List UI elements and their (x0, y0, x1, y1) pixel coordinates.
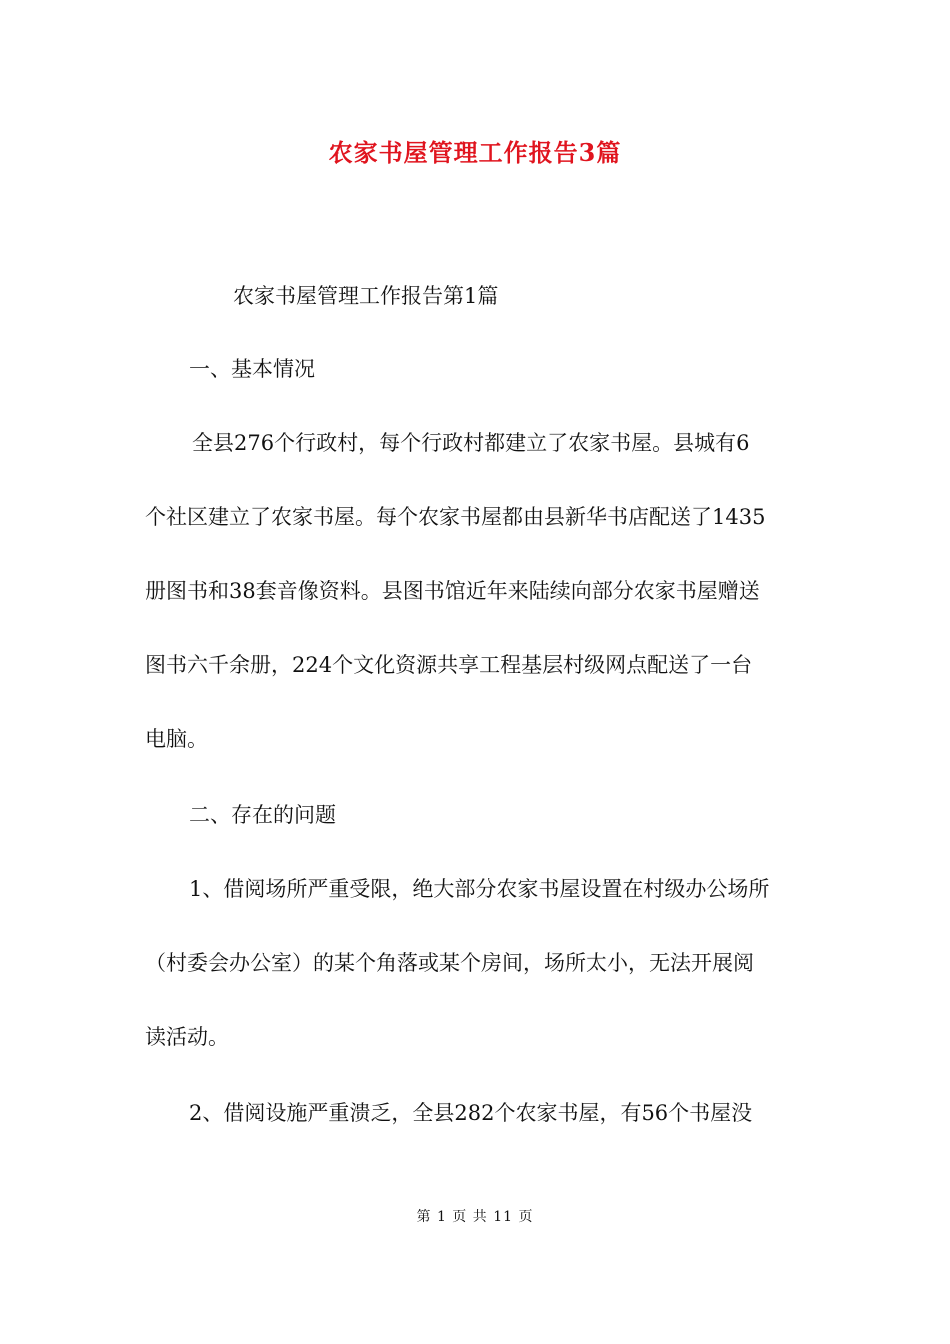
document-title: 农家书屋管理工作报告3篇 (328, 138, 622, 167)
paragraph-line: 读活动。 (145, 1025, 229, 1049)
paragraph-line: 2、借阅设施严重溃乏，全县282个农家书屋，有56个书屋没 (189, 1101, 753, 1125)
paragraph-line: 电脑。 (145, 727, 208, 751)
paragraph-line: 个社区建立了农家书屋。每个农家书屋都由县新华书店配送了1435 (145, 505, 766, 529)
subheading-existing-problems: 二、存在的问题 (189, 803, 336, 827)
paragraph-line: （村委会办公室）的某个角落或某个房间，场所太小，无法开展阅 (145, 951, 754, 975)
paragraph-line: 1、借阅场所严重受限，绝大部分农家书屋设置在村级办公场所 (189, 877, 770, 901)
page-number-footer: 第 1 页 共 11 页 (416, 1209, 534, 1225)
paragraph-line: 全县276个行政村，每个行政村都建立了农家书屋。县城有6 (192, 431, 750, 455)
paragraph-line: 图书六千余册，224个文化资源共享工程基层村级网点配送了一台 (145, 653, 753, 677)
subheading-basic-situation: 一、基本情况 (189, 357, 315, 381)
paragraph-line: 册图书和38套音像资料。县图书馆近年来陆续向部分农家书屋赠送 (145, 579, 760, 603)
section-heading: 农家书屋管理工作报告第1篇 (233, 284, 499, 308)
